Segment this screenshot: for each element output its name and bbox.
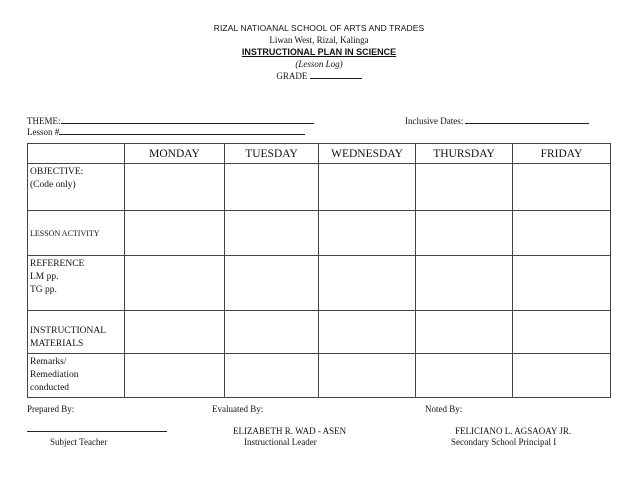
cell-activity-monday[interactable] <box>125 211 225 256</box>
cell-activity-friday[interactable] <box>513 211 611 256</box>
cell-activity-tuesday[interactable] <box>225 211 319 256</box>
grade-blank[interactable] <box>310 70 362 79</box>
plan-title: INSTRUCTIONAL PLAN IN SCIENCE <box>241 47 397 57</box>
cell-materials-monday[interactable] <box>125 311 225 354</box>
row-label-objective: OBJECTIVE: (Code only) <box>28 164 125 211</box>
table-header-row <box>28 144 611 164</box>
cell-activity-wednesday[interactable] <box>319 211 416 256</box>
lesson-field <box>27 126 305 137</box>
day-header-wednesday: WEDNESDAY <box>319 144 416 164</box>
evaluator-name: ELIZABETH R. WAD - ASEN <box>233 426 347 436</box>
lesson-label: Lesson # <box>27 127 60 137</box>
row-label-remarks: Remarks/ Remediation conducted <box>28 354 125 398</box>
cell-remarks-thursday[interactable] <box>416 354 513 398</box>
row-label-reference: REFERENCE LM pp. TG pp. <box>28 256 125 311</box>
day-header-tuesday: TUESDAY <box>225 144 319 164</box>
cell-reference-friday[interactable] <box>513 256 611 311</box>
prepared-signature-line[interactable] <box>27 423 167 434</box>
cell-objective-wednesday[interactable] <box>319 164 416 211</box>
theme-field <box>27 115 314 126</box>
noted-name: FELICIANO L. AGSAOAY JR. <box>455 426 572 436</box>
corner-cell <box>28 144 125 164</box>
day-header-monday: MONDAY <box>125 144 225 164</box>
prepared-by-label: Prepared By: <box>27 404 75 414</box>
cell-objective-monday[interactable] <box>125 164 225 211</box>
table-row-materials <box>28 311 611 354</box>
cell-materials-thursday[interactable] <box>416 311 513 354</box>
dates-field <box>405 115 589 126</box>
theme-blank[interactable] <box>61 115 314 124</box>
cell-objective-thursday[interactable] <box>416 164 513 211</box>
evaluated-by-label: Evaluated By: <box>212 404 264 414</box>
table-row-remarks <box>28 354 611 398</box>
cell-remarks-friday[interactable] <box>513 354 611 398</box>
cell-reference-thursday[interactable] <box>416 256 513 311</box>
cell-reference-wednesday[interactable] <box>319 256 416 311</box>
evaluator-role: Instructional Leader <box>244 437 317 447</box>
noted-role: Secondary School Principal I <box>451 437 557 447</box>
day-header-friday: FRIDAY <box>513 144 611 164</box>
school-address: Liwan West, Rizal, Kalinga <box>269 35 369 45</box>
cell-materials-friday[interactable] <box>513 311 611 354</box>
row-label-activity: LESSON ACTIVITY <box>28 211 125 256</box>
dates-blank[interactable] <box>465 115 589 124</box>
cell-materials-wednesday[interactable] <box>319 311 416 354</box>
table-row-activity <box>28 211 611 256</box>
day-header-thursday: THURSDAY <box>416 144 513 164</box>
cell-objective-friday[interactable] <box>513 164 611 211</box>
school-name: RIZAL NATIOANAL SCHOOL OF ARTS AND TRADES <box>213 23 425 33</box>
row-label-materials: INSTRUCTIONAL MATERIALS <box>28 311 125 354</box>
noted-by-label: Noted By: <box>425 404 463 414</box>
cell-remarks-wednesday[interactable] <box>319 354 416 398</box>
grade-field: GRADE <box>0 70 638 82</box>
dates-label: Inclusive Dates: <box>405 116 464 126</box>
prepared-role: Subject Teacher <box>50 437 108 447</box>
theme-label: THEME: <box>27 116 61 126</box>
document-header <box>0 22 638 82</box>
cell-activity-thursday[interactable] <box>416 211 513 256</box>
lesson-blank[interactable] <box>59 126 305 135</box>
cell-reference-tuesday[interactable] <box>225 256 319 311</box>
table-row-reference <box>28 256 611 311</box>
table-row-objective <box>28 164 611 211</box>
cell-objective-tuesday[interactable] <box>225 164 319 211</box>
lesson-plan-table <box>27 143 611 398</box>
cell-remarks-monday[interactable] <box>125 354 225 398</box>
cell-materials-tuesday[interactable] <box>225 311 319 354</box>
plan-subtitle: (Lesson Log) <box>295 59 343 69</box>
cell-remarks-tuesday[interactable] <box>225 354 319 398</box>
cell-reference-monday[interactable] <box>125 256 225 311</box>
